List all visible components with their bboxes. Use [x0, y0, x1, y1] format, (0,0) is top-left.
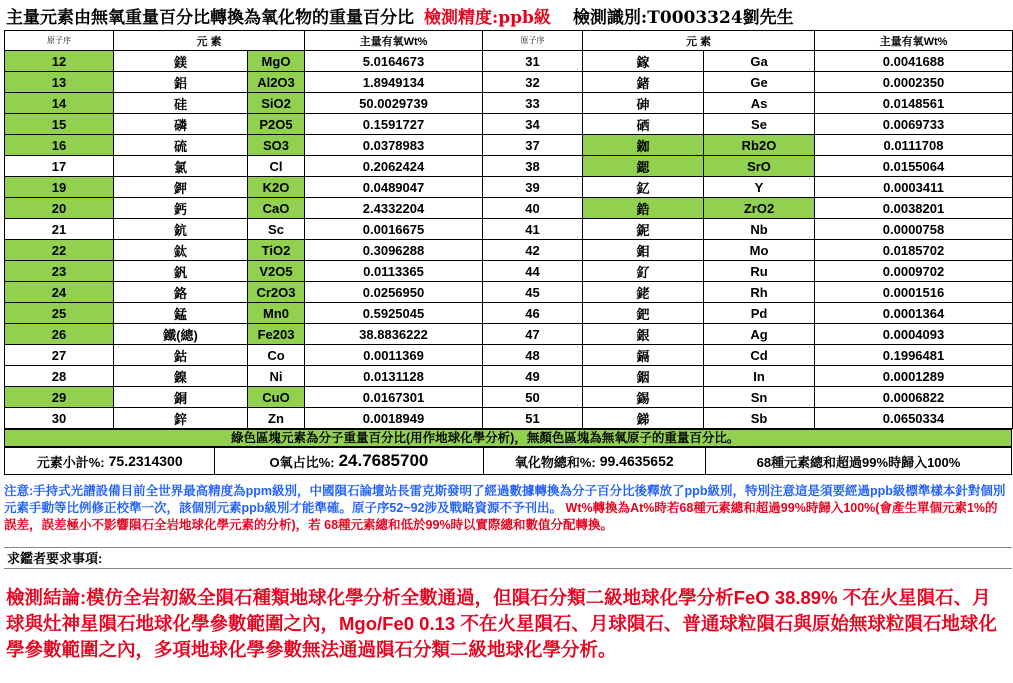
element-formula: ZrO2: [704, 198, 815, 219]
element-content: 0.0069733: [815, 114, 1013, 135]
precision-label: 檢測精度:ppb級: [424, 7, 551, 28]
element-content: 0.0155064: [815, 156, 1013, 177]
element-formula: SO3: [248, 135, 305, 156]
element-name: 鈧: [114, 219, 248, 240]
element-formula: Ni: [248, 366, 305, 387]
element-content: 0.3096288: [305, 240, 483, 261]
subtotal-cell: [5, 448, 215, 474]
element-name: 鉻: [114, 282, 248, 303]
element-formula: CaO: [248, 198, 305, 219]
atomic-number: 46: [483, 303, 583, 324]
table-body: [5, 51, 1013, 429]
element-name: 砷: [583, 93, 704, 114]
element-content: 0.0002350: [815, 72, 1013, 93]
element-content: 50.0029739: [305, 93, 483, 114]
oxide-total-value: 99.4635652: [599, 453, 674, 469]
table-row: [5, 135, 1013, 156]
element-content: 0.0113365: [305, 261, 483, 282]
atomic-number: 32: [483, 72, 583, 93]
element-name: 鈷: [114, 345, 248, 366]
oxygen-value: 24.7685700: [338, 451, 429, 470]
conclusion-text: 檢測結論:模仿全岩初級全隕石種類地球化學分析全數通過，但隕石分類二級地球化學分析FeO 38.89% 不在火星隕石、月球與灶神星隕石地球化學參數範圍之內，Mgo/Fe0 0.13 不在火星隕石、月球隕石、普通球粒隕石與原始無球粒隕石地球化學參數範圍之內，多項地球化學參數無法通過隕石分類二級地球化學分析。: [6, 587, 997, 660]
element-name: 鎘: [583, 345, 704, 366]
element-name: 釕: [583, 261, 704, 282]
atomic-number: 30: [5, 408, 114, 429]
element-formula: SiO2: [248, 93, 305, 114]
rule-text: 68種元素總和超過99%時歸入100%: [756, 454, 961, 470]
atomic-number: 29: [5, 387, 114, 408]
element-content: 0.0011369: [305, 345, 483, 366]
element-name: 鋁: [114, 72, 248, 93]
legend-note-text: 綠色區塊元素為分子重量百分比(用作地球化學分析)，無顏色區塊為無氧原子的重量百分比。: [231, 431, 740, 445]
element-content: 0.0489047: [305, 177, 483, 198]
element-formula: Zn: [248, 408, 305, 429]
element-name: 鍺: [583, 72, 704, 93]
element-formula: TiO2: [248, 240, 305, 261]
atomic-number: 20: [5, 198, 114, 219]
table-row: [5, 114, 1013, 135]
col-header-element-left: 元 素: [114, 31, 305, 51]
precision-note: [4, 483, 1010, 534]
atomic-number: 51: [483, 408, 583, 429]
element-name: 銣: [583, 135, 704, 156]
summary-row: [4, 447, 1012, 475]
element-formula: Y: [704, 177, 815, 198]
element-content: 0.0256950: [305, 282, 483, 303]
element-formula: Cl: [248, 156, 305, 177]
atomic-number: 41: [483, 219, 583, 240]
element-content: 0.5925045: [305, 303, 483, 324]
element-content: 0.0167301: [305, 387, 483, 408]
element-content: 5.0164673: [305, 51, 483, 72]
element-formula: Sc: [248, 219, 305, 240]
atomic-number: 48: [483, 345, 583, 366]
element-formula: V2O5: [248, 261, 305, 282]
element-content: 1.8949134: [305, 72, 483, 93]
element-formula: Ge: [704, 72, 815, 93]
element-content: 0.0006822: [815, 387, 1013, 408]
element-content: 0.0111708: [815, 135, 1013, 156]
atomic-number: 17: [5, 156, 114, 177]
element-content: 0.0038201: [815, 198, 1013, 219]
element-formula: Ag: [704, 324, 815, 345]
element-content: 0.0185702: [815, 240, 1013, 261]
col-header-element-right: 元 素: [583, 31, 815, 51]
table-row: [5, 345, 1013, 366]
element-formula: K2O: [248, 177, 305, 198]
subtotal-value: 75.2314300: [108, 453, 183, 469]
table-row: [5, 219, 1013, 240]
atomic-number: 49: [483, 366, 583, 387]
col-header-content-right: 主量有氧Wt%: [815, 31, 1013, 51]
element-formula: P2O5: [248, 114, 305, 135]
element-formula: Rb2O: [704, 135, 815, 156]
element-formula: Mo: [704, 240, 815, 261]
element-content: 38.8836222: [305, 324, 483, 345]
element-content: 0.1591727: [305, 114, 483, 135]
element-content: 0.0131128: [305, 366, 483, 387]
element-content: 0.0003411: [815, 177, 1013, 198]
col-header-atomic-left: 原子序: [5, 31, 114, 51]
atomic-number: 40: [483, 198, 583, 219]
element-name: 鎂: [114, 51, 248, 72]
atomic-number: 42: [483, 240, 583, 261]
atomic-number: 23: [5, 261, 114, 282]
element-formula: Al2O3: [248, 72, 305, 93]
element-content: 0.0004093: [815, 324, 1013, 345]
element-formula: Pd: [704, 303, 815, 324]
legend-note: [4, 429, 1012, 447]
element-content: 0.0016675: [305, 219, 483, 240]
atomic-number: 38: [483, 156, 583, 177]
element-content: 0.2062424: [305, 156, 483, 177]
oxygen-label: O氧占比%:: [269, 454, 335, 470]
atomic-number: 28: [5, 366, 114, 387]
table-row: [5, 240, 1013, 261]
element-name: 鈮: [583, 219, 704, 240]
atomic-number: 31: [483, 51, 583, 72]
table-row: [5, 324, 1013, 345]
element-formula: Ga: [704, 51, 815, 72]
element-content: 0.0001289: [815, 366, 1013, 387]
element-name: 鈦: [114, 240, 248, 261]
element-formula: Ru: [704, 261, 815, 282]
requirements-label: 求鑑者要求事項:: [4, 547, 1012, 569]
element-name: 鉀: [114, 177, 248, 198]
atomic-number: 50: [483, 387, 583, 408]
element-name: 硅: [114, 93, 248, 114]
element-formula: Co: [248, 345, 305, 366]
atomic-number: 45: [483, 282, 583, 303]
element-formula: Se: [704, 114, 815, 135]
element-content: 0.0001516: [815, 282, 1013, 303]
element-formula: Nb: [704, 219, 815, 240]
atomic-number: 26: [5, 324, 114, 345]
table-row: [5, 261, 1013, 282]
table-row: [5, 282, 1013, 303]
element-formula: Sn: [704, 387, 815, 408]
element-formula: In: [704, 366, 815, 387]
element-name: 銀: [583, 324, 704, 345]
element-formula: Rh: [704, 282, 815, 303]
element-name: 鎵: [583, 51, 704, 72]
atomic-number: 27: [5, 345, 114, 366]
element-name: 錫: [583, 387, 704, 408]
element-name: 釔: [583, 177, 704, 198]
oxide-total-cell: [484, 448, 706, 474]
element-name: 銦: [583, 366, 704, 387]
atomic-number: 13: [5, 72, 114, 93]
element-formula: As: [704, 93, 815, 114]
element-content: 0.1996481: [815, 345, 1013, 366]
atomic-number: 12: [5, 51, 114, 72]
element-table: [4, 30, 1013, 429]
element-formula: Cr2O3: [248, 282, 305, 303]
atomic-number: 22: [5, 240, 114, 261]
col-header-atomic-right: 原子序: [483, 31, 583, 51]
table-header-row: [5, 31, 1013, 51]
element-content: 0.0000758: [815, 219, 1013, 240]
table-row: [5, 303, 1013, 324]
element-name: 磷: [114, 114, 248, 135]
element-name: 釩: [114, 261, 248, 282]
element-content: 2.4332204: [305, 198, 483, 219]
table-row: [5, 408, 1013, 429]
table-row: [5, 93, 1013, 114]
atomic-number: 37: [483, 135, 583, 156]
element-formula: Mn0: [248, 303, 305, 324]
element-name: 硫: [114, 135, 248, 156]
atomic-number: 44: [483, 261, 583, 282]
element-name: 銠: [583, 282, 704, 303]
element-content: 0.0001364: [815, 303, 1013, 324]
element-content: 0.0041688: [815, 51, 1013, 72]
atomic-number: 34: [483, 114, 583, 135]
element-name: 銻: [583, 408, 704, 429]
table-row: [5, 387, 1013, 408]
element-content: 0.0018949: [305, 408, 483, 429]
atomic-number: 16: [5, 135, 114, 156]
element-name: 鋅: [114, 408, 248, 429]
atomic-number: 25: [5, 303, 114, 324]
atomic-number: 39: [483, 177, 583, 198]
element-name: 錳: [114, 303, 248, 324]
element-content: 0.0009702: [815, 261, 1013, 282]
element-formula: Sb: [704, 408, 815, 429]
atomic-number: 14: [5, 93, 114, 114]
oxygen-cell: [215, 448, 483, 474]
element-name: 硒: [583, 114, 704, 135]
table-row: [5, 177, 1013, 198]
element-formula: CuO: [248, 387, 305, 408]
element-name: 鎳: [114, 366, 248, 387]
element-content: 0.0378983: [305, 135, 483, 156]
table-row: [5, 72, 1013, 93]
atomic-number: 47: [483, 324, 583, 345]
element-name: 鐵(總): [114, 324, 248, 345]
atomic-number: 24: [5, 282, 114, 303]
element-formula: Cd: [704, 345, 815, 366]
atomic-number: 21: [5, 219, 114, 240]
element-formula: MgO: [248, 51, 305, 72]
subtotal-label: 元素小計%:: [36, 454, 105, 470]
report-title: 主量元素由無氧重量百分比轉換為氧化物的重量百分比: [6, 7, 414, 28]
element-formula: SrO: [704, 156, 815, 177]
oxide-total-label: 氧化物總和%:: [514, 454, 596, 470]
sample-id: 檢測識別:T0003324劉先生: [572, 7, 794, 28]
element-name: 鉬: [583, 240, 704, 261]
element-name: 鈀: [583, 303, 704, 324]
note-red-text: Wt%轉換為At%時若68種元素總和超過99%時歸入100%(會產生單個元素1%的誤差，誤差極小不影響隕石全岩地球化學元素的分析)，若 68種元素總和低於99%時以實際總和數值分配轉換。: [4, 501, 998, 532]
rule-cell: [706, 448, 1011, 474]
col-header-content-left: 主量有氧Wt%: [305, 31, 483, 51]
element-content: 0.0650334: [815, 408, 1013, 429]
table-row: [5, 156, 1013, 177]
note-blue-text: 注意:手持式光譜設備目前全世界最高精度為ppm級別，中國隕石論壇站長雷克斯發明了經過數據轉換為分子百分比後釋放了ppb級別，特別注意這是須要經過ppb級標準樣本針對個別元素手動等比例修正校準一次，該個別元素ppb級別才能準確。原子序52~92涉及戰略資源不予刊出。: [4, 484, 1006, 515]
table-row: [5, 198, 1013, 219]
element-name: 鋯: [583, 198, 704, 219]
title-row: [0, 0, 1013, 30]
atomic-number: 19: [5, 177, 114, 198]
element-content: 0.0148561: [815, 93, 1013, 114]
element-formula: Fe203: [248, 324, 305, 345]
element-name: 鈣: [114, 198, 248, 219]
element-name: 鍶: [583, 156, 704, 177]
atomic-number: 15: [5, 114, 114, 135]
element-name: 氯: [114, 156, 248, 177]
element-name: 銅: [114, 387, 248, 408]
table-row: [5, 366, 1013, 387]
table-row: [5, 51, 1013, 72]
atomic-number: 33: [483, 93, 583, 114]
